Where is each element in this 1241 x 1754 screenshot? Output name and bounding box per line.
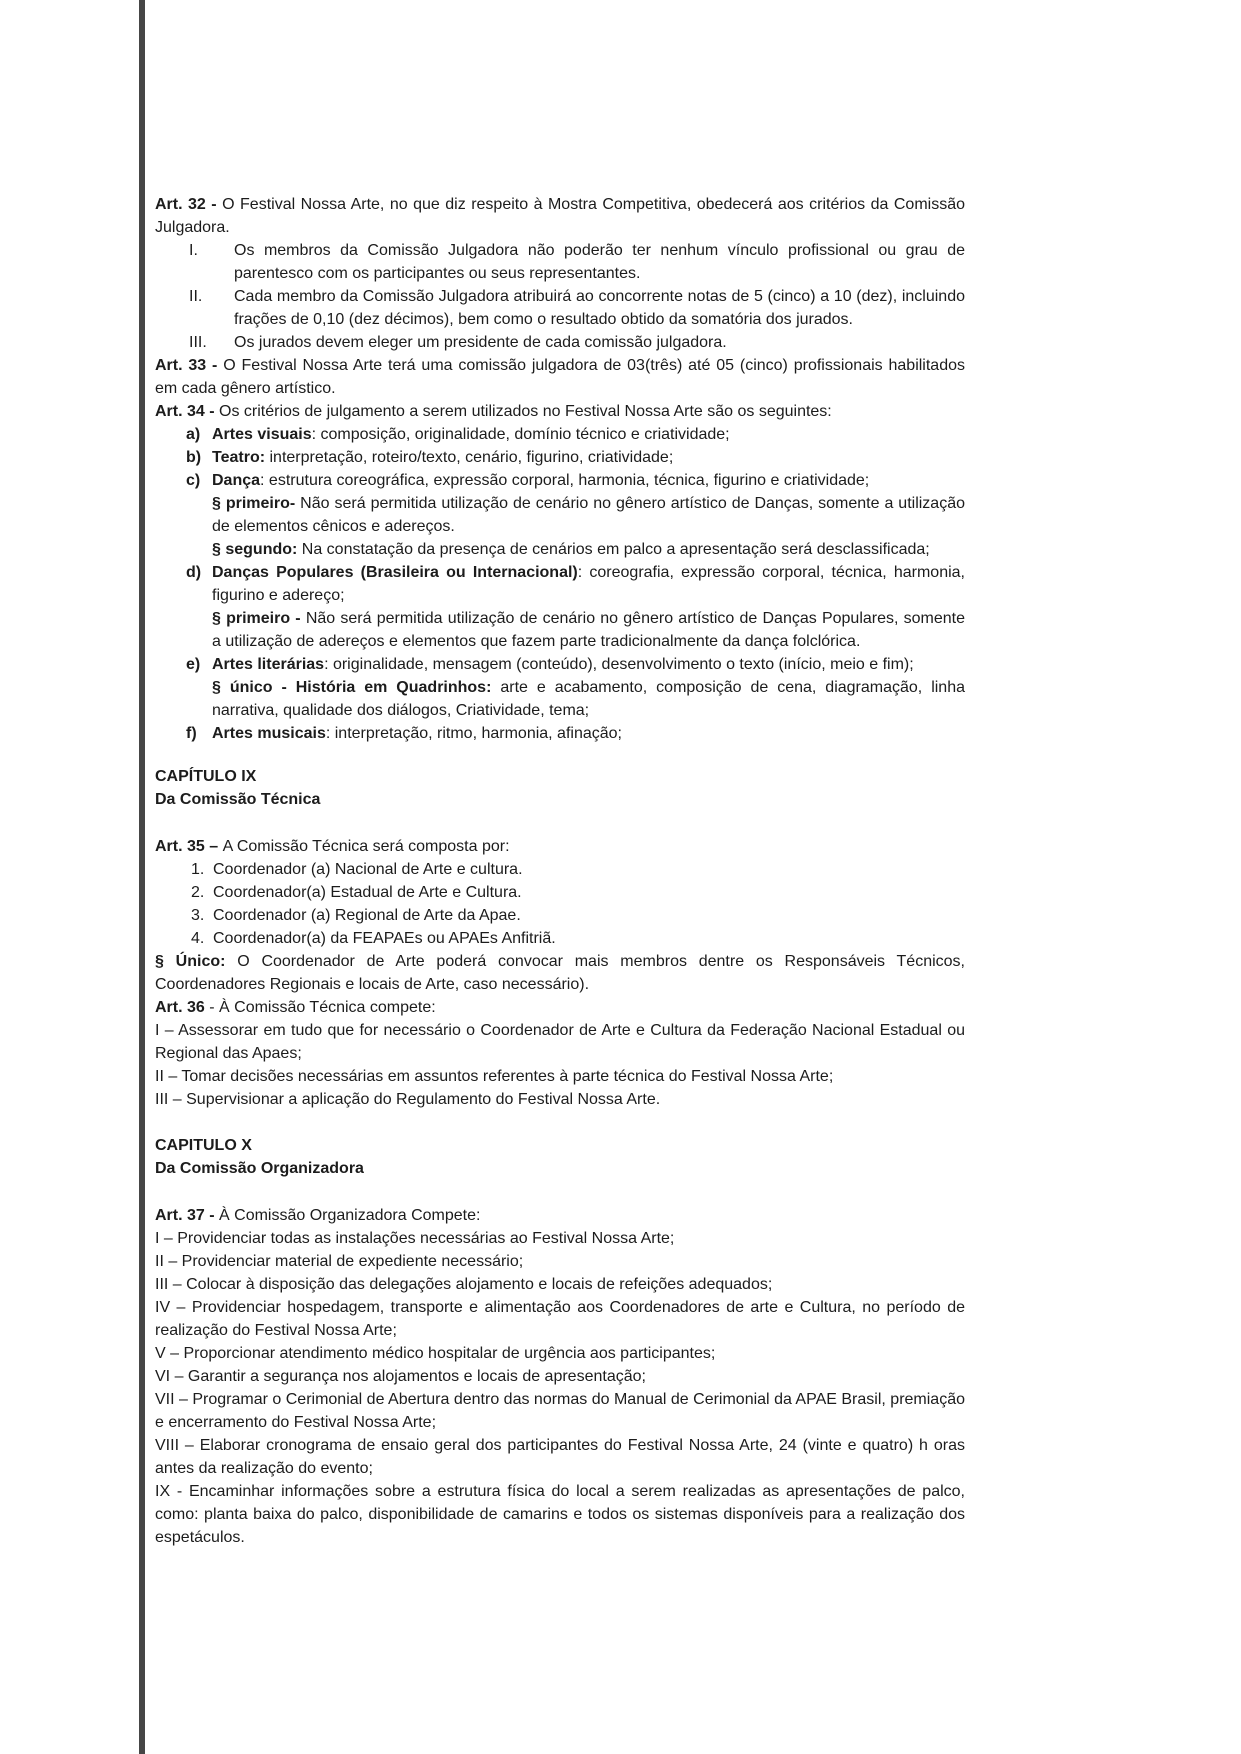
paragraph xyxy=(155,1480,965,1549)
text-run: interpretação, roteiro/texto, cenário, figurino, criatividade; xyxy=(265,449,674,466)
text-run: Cada membro da Comissão Julgadora atribuirá ao concorrente notas de 5 (cinco) a 10 (dez), incluindo frações de 0,10 (dez décimos), bem como o resultado obtido da somatória dos jurados. xyxy=(234,288,965,328)
paragraph xyxy=(155,1088,965,1111)
list-marker: II. xyxy=(189,288,203,305)
bold-text-run: Art. 34 - xyxy=(155,403,220,420)
list-item xyxy=(155,858,965,881)
list-marker: d) xyxy=(186,564,202,581)
text-run: I – Providenciar todas as instalações necessárias ao Festival Nossa Arte; xyxy=(155,1230,675,1247)
bold-text-run: Dança xyxy=(212,472,261,489)
paragraph xyxy=(155,1227,965,1250)
text-run: Coordenador (a) Regional de Arte da Apae. xyxy=(213,907,521,924)
bold-text-run: CAPITULO X xyxy=(155,1137,252,1154)
bold-text-run: Art. 37 - xyxy=(155,1207,220,1224)
text-run: O Coordenador de Arte poderá convocar mais membros dentre os Responsáveis Técnicos, Coordenadores Regionais e locais de Arte, caso necessário). xyxy=(155,953,966,993)
paragraph xyxy=(155,676,965,722)
bold-text-run: Da Comissão Organizadora xyxy=(155,1160,364,1177)
list-item xyxy=(155,285,965,331)
text-run: Os membros da Comissão Julgadora não poderão ter nenhum vínculo profissional ou grau de parentesco com os participantes ou seus representantes. xyxy=(234,242,965,282)
text-run: Na constatação da presença de cenários em palco a apresentação será desclassificada; xyxy=(301,541,930,558)
text-run: IV – Providenciar hospedagem, transporte e alimentação aos Coordenadores de arte e Cultura, no período de realização do Festival Nossa Arte; xyxy=(155,1299,965,1339)
list-item xyxy=(155,561,965,607)
bold-text-run: Artes musicais xyxy=(212,725,326,742)
text-run: : estrutura coreográfica, expressão corporal, harmonia, técnica, figurino e criatividade; xyxy=(260,472,870,489)
paragraph xyxy=(155,1388,965,1434)
bold-text-run: Danças Populares (Brasileira ou Internacional) xyxy=(212,564,578,581)
bold-text-run: § primeiro - xyxy=(212,610,306,627)
list-item xyxy=(155,881,965,904)
text-run: Não será permitida utilização de cenário no gênero artístico de Danças Populares, somente a utilização de adereços e elementos que fazem parte tradicionalmente da dança folclórica. xyxy=(212,610,966,650)
list-item xyxy=(155,469,965,492)
bold-text-run: Artes literárias xyxy=(212,656,325,673)
text-run: III – Supervisionar a aplicação do Regulamento do Festival Nossa Arte. xyxy=(155,1091,661,1108)
bold-text-run: § Único: xyxy=(155,953,238,970)
paragraph xyxy=(155,1250,965,1273)
bold-text-run: Art. 35 – xyxy=(155,838,223,855)
list-marker: a) xyxy=(186,426,201,443)
spacer xyxy=(155,1111,965,1134)
document-body xyxy=(155,193,965,1549)
paragraph xyxy=(155,492,965,538)
section-heading xyxy=(155,1134,965,1157)
text-run: : interpretação, ritmo, harmonia, afinação; xyxy=(325,725,622,742)
text-run: Os jurados devem eleger um presidente de cada comissão julgadora. xyxy=(234,334,727,351)
section-heading xyxy=(155,788,965,811)
bold-text-run: Artes visuais xyxy=(212,426,312,443)
list-item xyxy=(155,927,965,950)
list-item xyxy=(155,722,965,745)
paragraph xyxy=(155,996,965,1019)
list-item xyxy=(155,653,965,676)
text-run: Os critérios de julgamento a serem utilizados no Festival Nossa Arte são os seguintes: xyxy=(219,403,832,420)
text-run: - À Comissão Técnica compete: xyxy=(204,999,436,1016)
paragraph xyxy=(155,950,965,996)
list-marker: III. xyxy=(189,334,207,351)
text-run: VI – Garantir a segurança nos alojamentos e locais de apresentação; xyxy=(155,1368,646,1385)
list-marker: 2. xyxy=(191,884,205,901)
paragraph xyxy=(155,835,965,858)
text-run: Coordenador(a) da FEAPAEs ou APAEs Anfitriã. xyxy=(213,930,556,947)
paragraph xyxy=(155,193,965,239)
text-run: O Festival Nossa Arte terá uma comissão julgadora de 03(três) até 05 (cinco) profissionais habilitados em cada gênero artístico. xyxy=(155,357,966,397)
text-run: III – Colocar à disposição das delegações alojamento e locais de refeições adequados; xyxy=(155,1276,773,1293)
text-run: arte e acabamento, composição de cena, diagramação, linha narrativa, qualidade dos diálogos, Criatividade, tema; xyxy=(212,679,965,719)
text-run: IX - Encaminhar informações sobre a estrutura física do local a serem realizadas as apresentações de palco, como: planta baixa do palco, disponibilidade de camarins e todos os sistemas disponíveis para a realização dos espetáculos. xyxy=(155,1483,965,1546)
text-run: Coordenador (a) Nacional de Arte e cultura. xyxy=(213,861,523,878)
list-marker: c) xyxy=(186,472,201,489)
text-run: II – Providenciar material de expediente necessário; xyxy=(155,1253,524,1270)
paragraph xyxy=(155,1434,965,1480)
text-run: Coordenador(a) Estadual de Arte e Cultura. xyxy=(213,884,522,901)
bold-text-run: Art. 33 - xyxy=(155,357,224,374)
scan-artifact-line xyxy=(139,0,145,1754)
text-run: II – Tomar decisões necessárias em assuntos referentes à parte técnica do Festival Nossa Arte; xyxy=(155,1068,834,1085)
list-item xyxy=(155,904,965,927)
text-run: Não será permitida utilização de cenário no gênero artístico de Danças, somente a utilização de elementos cênicos e adereços. xyxy=(212,495,966,535)
spacer xyxy=(155,745,965,765)
section-heading xyxy=(155,1157,965,1180)
paragraph xyxy=(155,1204,965,1227)
paragraph xyxy=(155,607,965,653)
text-run: : coreografia, expressão corporal, técnica, harmonia, figurino e adereço; xyxy=(212,564,966,604)
text-run: I – Assessorar em tudo que for necessário o Coordenador de Arte e Cultura da Federação Nacional Estadual ou Regional das Apaes; xyxy=(155,1022,965,1062)
text-run: VIII – Elaborar cronograma de ensaio geral dos participantes do Festival Nossa Arte, 24 (vinte e quatro) h oras antes da realização do evento; xyxy=(155,1437,965,1477)
text-run: O Festival Nossa Arte, no que diz respeito à Mostra Competitiva, obedecerá aos critérios da Comissão Julgadora. xyxy=(155,196,965,236)
list-marker: e) xyxy=(186,656,201,673)
text-run: À Comissão Organizadora Compete: xyxy=(219,1207,481,1224)
list-item xyxy=(155,423,965,446)
paragraph xyxy=(155,1273,965,1296)
text-run: VII – Programar o Cerimonial de Abertura dentro das normas do Manual de Cerimonial da APAE Brasil, premiação e encerramento do Festival Nossa Arte; xyxy=(155,1391,965,1431)
bold-text-run: § primeiro- xyxy=(212,495,301,512)
text-run: : composição, originalidade, domínio técnico e criatividade; xyxy=(311,426,730,443)
list-marker: I. xyxy=(189,242,198,259)
paragraph xyxy=(155,538,965,561)
list-marker: 4. xyxy=(191,930,205,947)
text-run: : originalidade, mensagem (conteúdo), desenvolvimento o texto (início, meio e fim); xyxy=(324,656,914,673)
paragraph xyxy=(155,1065,965,1088)
paragraph xyxy=(155,1342,965,1365)
section-heading xyxy=(155,765,965,788)
list-item xyxy=(155,331,965,354)
bold-text-run: Teatro: xyxy=(212,449,266,466)
list-marker: 3. xyxy=(191,907,205,924)
bold-text-run: Art. 32 - xyxy=(155,196,223,213)
list-marker: b) xyxy=(186,449,202,466)
bold-text-run: Da Comissão Técnica xyxy=(155,791,321,808)
spacer xyxy=(155,811,965,835)
list-marker: 1. xyxy=(191,861,205,878)
paragraph xyxy=(155,1019,965,1065)
text-run: A Comissão Técnica será composta por: xyxy=(222,838,510,855)
list-item xyxy=(155,446,965,469)
paragraph xyxy=(155,400,965,423)
bold-text-run: § segundo: xyxy=(212,541,302,558)
list-item xyxy=(155,239,965,285)
list-marker: f) xyxy=(186,725,197,742)
bold-text-run: § único - História em Quadrinhos: xyxy=(212,679,501,696)
paragraph xyxy=(155,354,965,400)
bold-text-run: Art. 36 xyxy=(155,999,205,1016)
paragraph xyxy=(155,1365,965,1388)
paragraph xyxy=(155,1296,965,1342)
spacer xyxy=(155,1180,965,1204)
text-run: V – Proporcionar atendimento médico hospitalar de urgência aos participantes; xyxy=(155,1345,716,1362)
bold-text-run: CAPÍTULO IX xyxy=(155,768,257,785)
